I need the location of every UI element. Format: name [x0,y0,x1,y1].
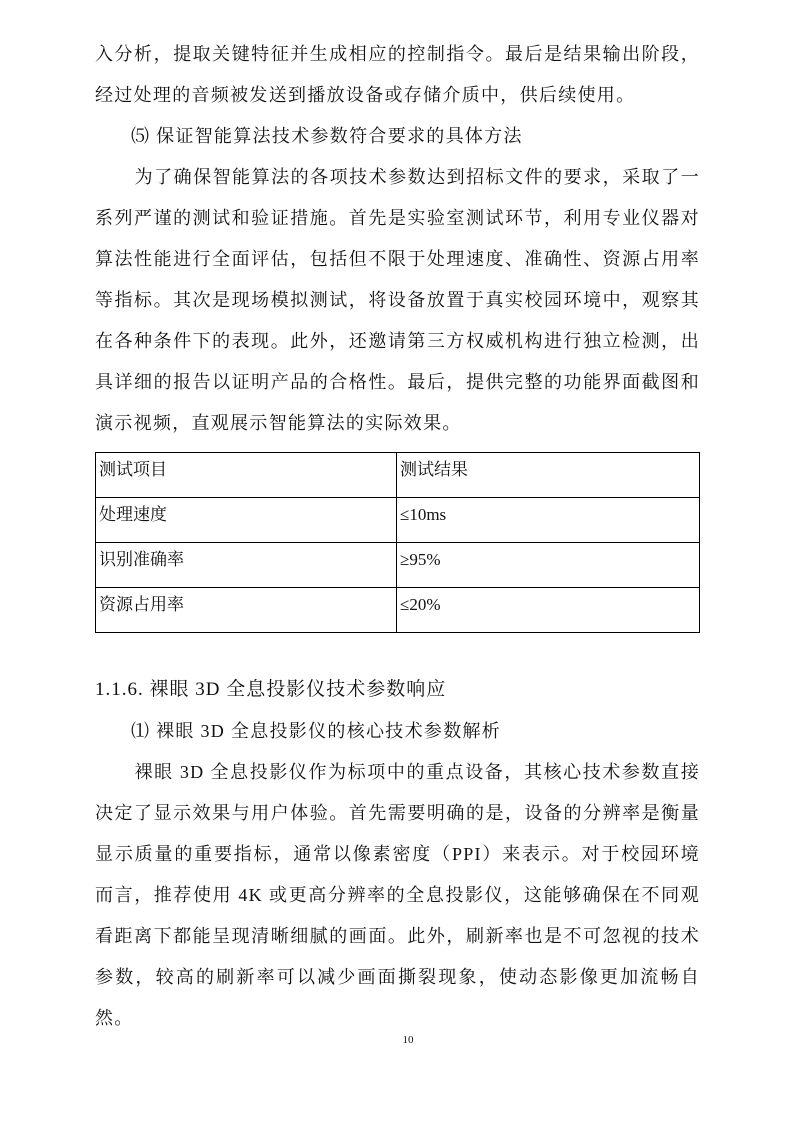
table-cell: ≥95% [397,543,700,588]
table-row [96,543,700,588]
table-cell: 处理速度 [96,498,397,543]
table-cell: 识别准确率 [96,543,397,588]
table-row [96,498,700,543]
paragraph-testing-methods: 为了确保智能算法的各项技术参数达到招标文件的要求，采取了一系列严谨的测试和验证措施。首先是实验室测试环节，利用专业仪器对算法性能进行全面评估，包括但不限于处理速度、准确性、资源占用率等指标。其次是现场模拟测试，将设备放置于真实校园环境中，观察其在各种条件下的表现。此外，还邀请第三方权威机构进行独立检测，出具详细的报告以证明产品的合格性。最后，提供完整的功能界面截图和演示视频，直观展示智能算法的实际效果。 [95,167,700,433]
table-cell: ≤10ms [397,498,700,543]
paragraph-continuation: 入分析，提取关键特征并生成相应的控制指令。最后是结果输出阶段，经过处理的音频被发送到播放设备或存储介质中，供后续使用。 [95,44,700,105]
table-header-cell: 测试项目 [96,453,397,498]
paragraph-projector-params: 裸眼 3D 全息投影仪作为标项中的重点设备，其核心技术参数直接决定了显示效果与用户体验。首先需要明确的是，设备的分辨率是衡量显示质量的重要指标，通常以像素密度（PPI）来表示。对于校园环境而言，推荐使用 4K 或更高分辨率的全息投影仪，这能够确保在不同观看距离下都能呈现清晰细腻的画面。此外，刷新率也是不可忽视的技术参数，较高的刷新率可以减少画面撕裂现象，使动态影像更加流畅自然。 [95,762,700,1028]
table-header-row [96,453,700,498]
subheading-5: ⑸ 保证智能算法技术参数符合要求的具体方法 [131,126,523,146]
table-cell: ≤20% [397,588,700,633]
page-number: 10 [402,1034,414,1046]
table-row [96,588,700,633]
subheading-1: ⑴ 裸眼 3D 全息投影仪的核心技术参数解析 [131,721,502,741]
test-results-table [95,452,700,633]
section-heading: 1.1.6. 裸眼 3D 全息投影仪技术参数响应 [95,679,447,700]
table-cell: 资源占用率 [96,588,397,633]
table-header-cell: 测试结果 [397,453,700,498]
